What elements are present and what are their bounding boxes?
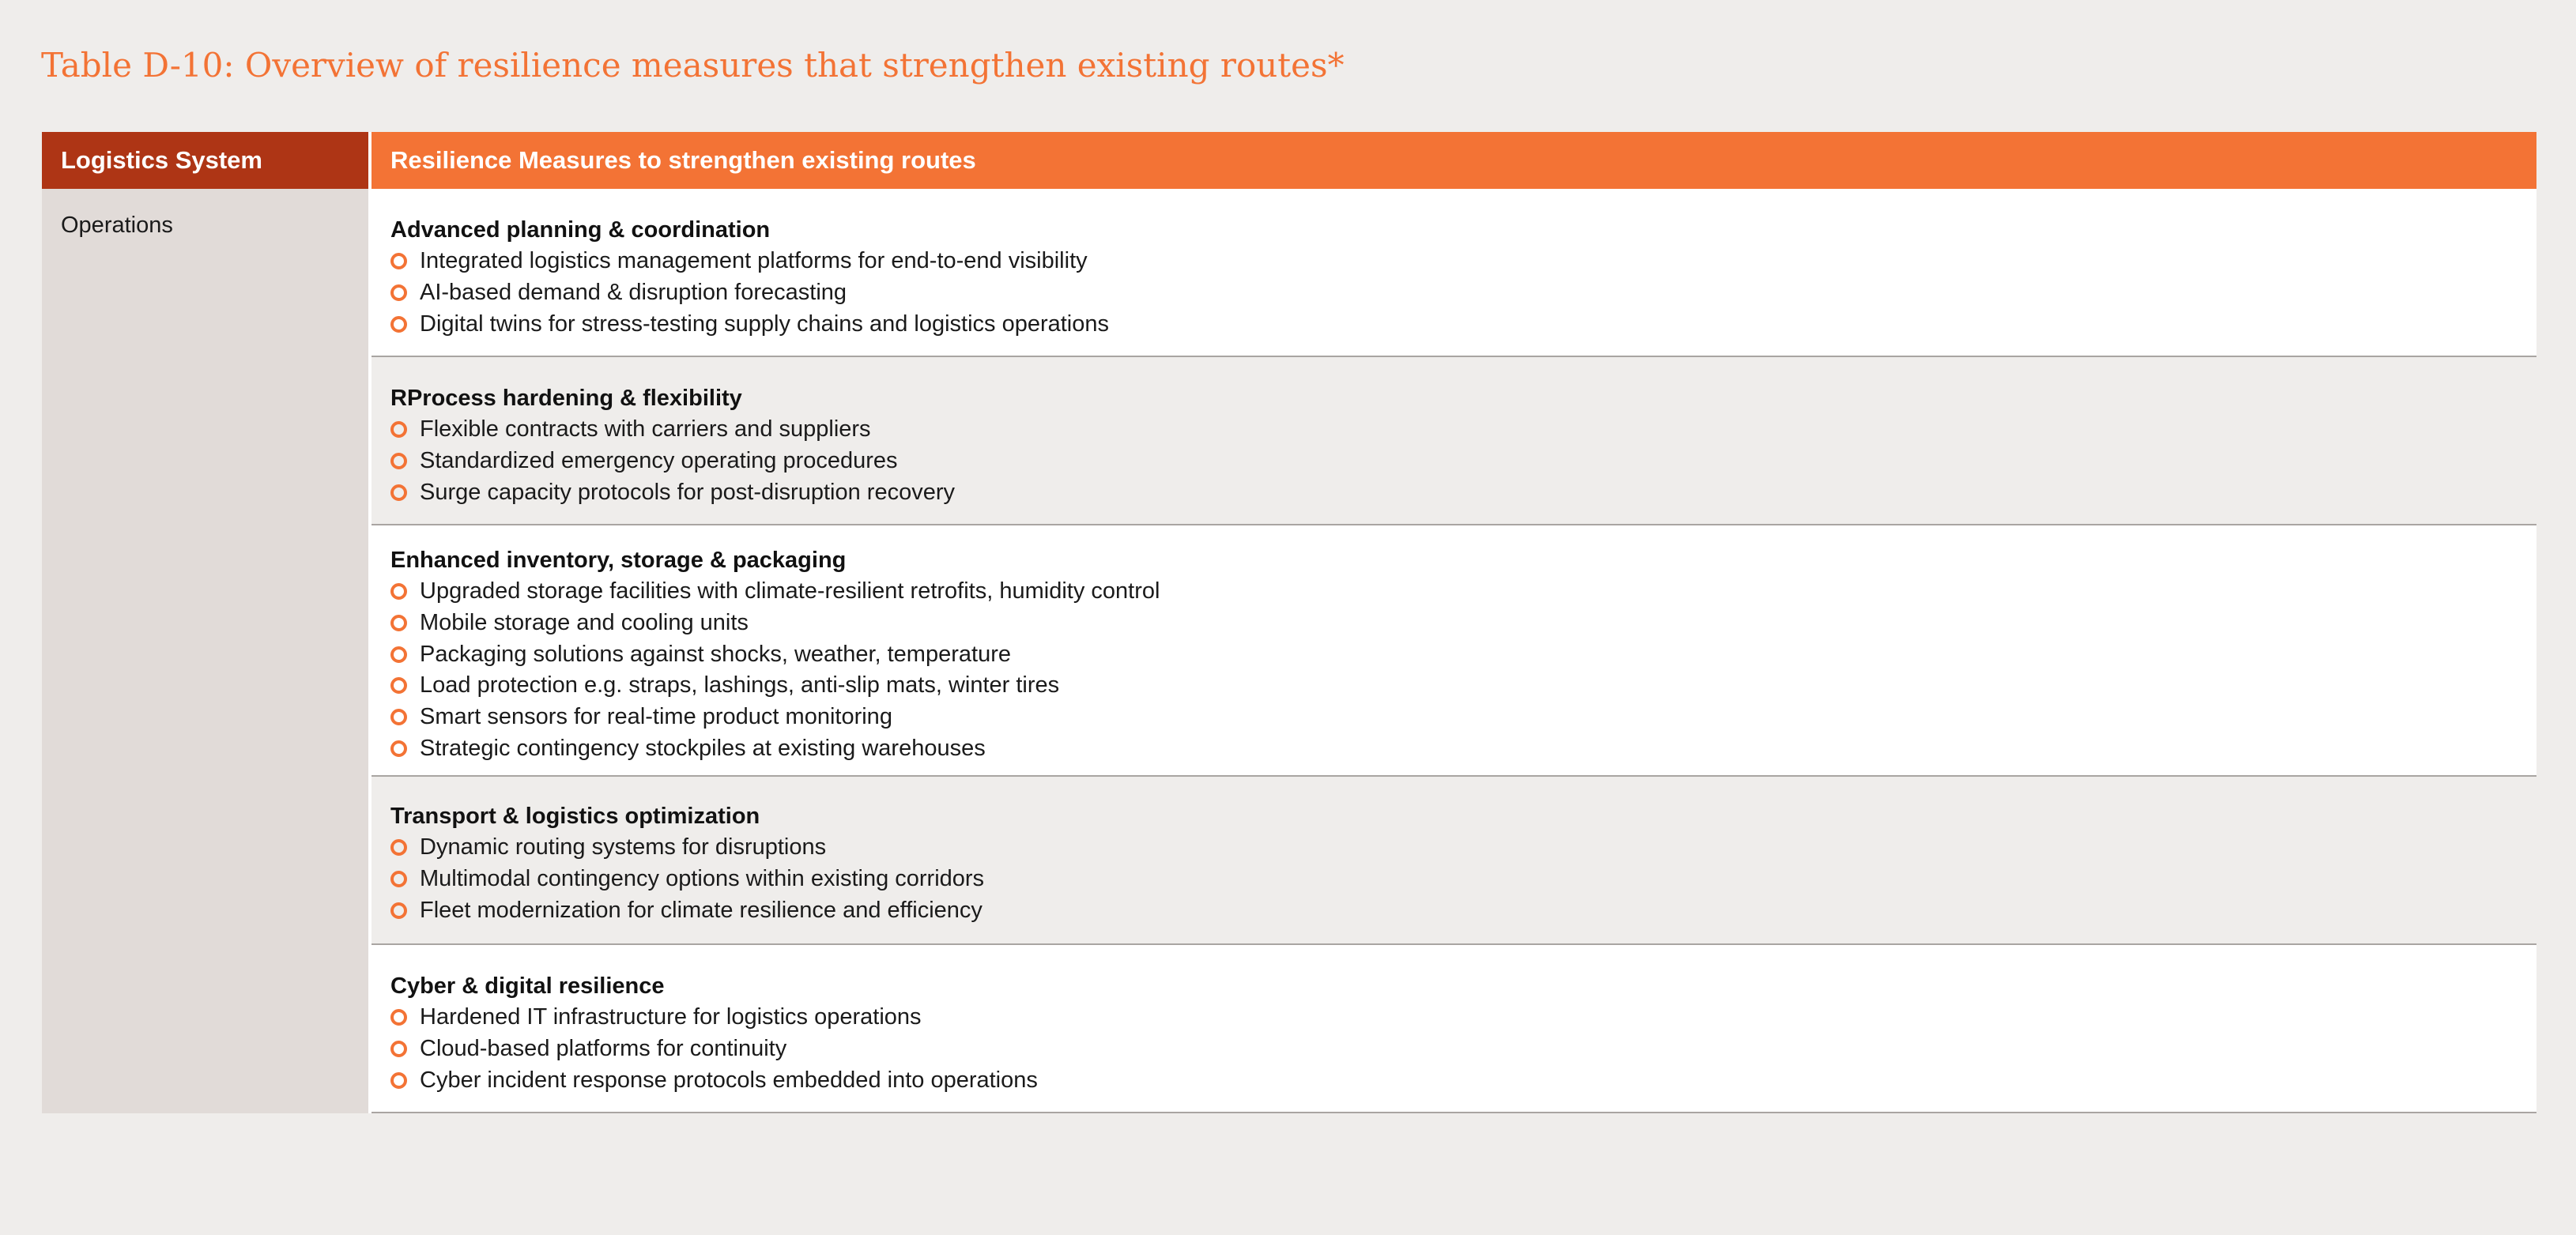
section-transport-optimization — [372, 777, 2536, 945]
bullet-ring-icon — [390, 902, 407, 919]
section-heading: Transport & logistics optimization — [390, 804, 760, 829]
list-item — [390, 864, 2536, 895]
list-item-text: Upgraded storage facilities with climate-resilient retrofits, humidity control — [420, 578, 1160, 604]
bullet-ring-icon — [390, 1009, 407, 1026]
bullet-ring-icon — [390, 583, 407, 600]
list-item — [390, 894, 2536, 926]
section-heading: RProcess hardening & flexibility — [390, 386, 742, 411]
list-item — [390, 1034, 2536, 1065]
section-advanced-planning — [372, 189, 2536, 357]
section-heading: Cyber & digital resilience — [390, 973, 665, 999]
table-body-row — [42, 189, 2536, 1113]
bullet-list — [390, 1002, 2536, 1096]
list-item — [390, 670, 2536, 702]
list-item-text: Load protection e.g. straps, lashings, anti-slip mats, winter tires — [420, 672, 1060, 698]
bullet-ring-icon — [390, 284, 407, 301]
header-resilience-measures: Resilience Measures to strengthen existing routes — [372, 132, 2536, 189]
bullet-ring-icon — [390, 1041, 407, 1057]
list-item — [390, 1002, 2536, 1034]
bullet-ring-icon — [390, 316, 407, 333]
list-item-text: Hardened IT infrastructure for logistics operations — [420, 1004, 922, 1030]
system-cell — [42, 189, 368, 1113]
list-item — [390, 832, 2536, 864]
bullet-ring-icon — [390, 1072, 407, 1089]
bullet-ring-icon — [390, 453, 407, 469]
measures-column — [372, 189, 2536, 1113]
list-item — [390, 638, 2536, 670]
list-item — [390, 576, 2536, 608]
section-heading: Advanced planning & coordination — [390, 217, 771, 243]
list-item-text: Mobile storage and cooling units — [420, 610, 749, 636]
list-item-text: Integrated logistics management platforms for end-to-end visibility — [420, 248, 1088, 274]
list-item-text: Flexible contracts with carriers and suppliers — [420, 416, 871, 442]
list-item-text: Surge capacity protocols for post-disruption recovery — [420, 479, 955, 505]
bullet-ring-icon — [390, 421, 407, 438]
list-item-text: Standardized emergency operating procedures — [420, 448, 898, 474]
bullet-list — [390, 576, 2536, 764]
list-item — [390, 732, 2536, 764]
page-title: Table D-10: Overview of resilience measures that strengthen existing routes* — [41, 46, 1345, 85]
section-process-hardening — [372, 357, 2536, 525]
list-item-text: AI-based demand & disruption forecasting — [420, 280, 847, 306]
bullet-ring-icon — [390, 253, 407, 269]
section-heading: Enhanced inventory, storage & packaging — [390, 548, 847, 573]
list-item-text: Dynamic routing systems for disruptions — [420, 834, 827, 860]
bullet-ring-icon — [390, 484, 407, 501]
list-item — [390, 1064, 2536, 1096]
bullet-ring-icon — [390, 646, 407, 663]
list-item-text: Digital twins for stress-testing supply chains and logistics operations — [420, 311, 1110, 337]
list-item — [390, 246, 2536, 277]
list-item-text: Strategic contingency stockpiles at existing warehouses — [420, 735, 986, 761]
list-item-text: Cyber incident response protocols embedded into operations — [420, 1067, 1038, 1093]
bullet-list — [390, 414, 2536, 508]
resilience-measures-table — [42, 132, 2536, 1113]
list-item — [390, 308, 2536, 340]
system-label: Operations — [61, 213, 173, 238]
bullet-ring-icon — [390, 740, 407, 757]
list-item-text: Multimodal contingency options within existing corridors — [420, 866, 985, 892]
bullet-ring-icon — [390, 709, 407, 725]
list-item-text: Packaging solutions against shocks, weather, temperature — [420, 641, 1011, 667]
list-item — [390, 277, 2536, 309]
section-cyber-resilience — [372, 945, 2536, 1113]
list-item-text: Fleet modernization for climate resilience and efficiency — [420, 897, 983, 923]
bullet-list — [390, 832, 2536, 926]
bullet-ring-icon — [390, 839, 407, 856]
bullet-ring-icon — [390, 871, 407, 887]
list-item — [390, 446, 2536, 477]
header-logistics-system: Logistics System — [42, 132, 368, 189]
section-enhanced-inventory — [372, 525, 2536, 777]
list-item — [390, 702, 2536, 733]
list-item — [390, 608, 2536, 639]
bullet-ring-icon — [390, 677, 407, 694]
bullet-ring-icon — [390, 615, 407, 631]
table-header-row — [42, 132, 2536, 189]
list-item-text: Cloud-based platforms for continuity — [420, 1036, 787, 1062]
list-item — [390, 414, 2536, 446]
list-item-text: Smart sensors for real-time product monitoring — [420, 704, 892, 730]
bullet-list — [390, 246, 2536, 340]
list-item — [390, 476, 2536, 508]
